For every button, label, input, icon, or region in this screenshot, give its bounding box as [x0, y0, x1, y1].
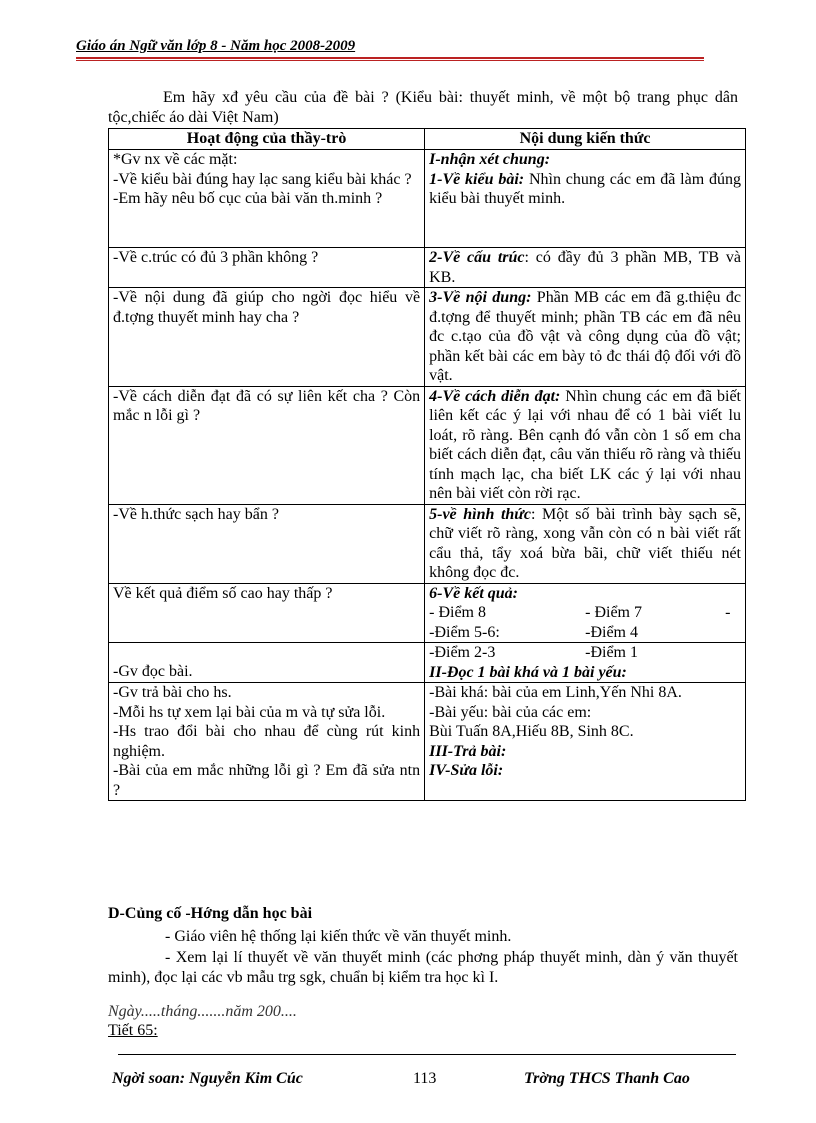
- left-cell: [109, 583, 425, 643]
- column-header-activities: Hoạt động của thầy-trò: [109, 129, 425, 150]
- section-d-line1: - Giáo viên hệ thống lại kiến thức về văn thuyết minh.: [165, 928, 512, 945]
- column-header-content: Nội dung kiến thức: [425, 129, 746, 150]
- left-line: -Về kiểu bài đúng hay lạc sang kiểu bài khác ?: [113, 170, 412, 188]
- right-cell: [425, 150, 746, 248]
- right-cell: [425, 643, 746, 683]
- footer-page-number: 113: [413, 1070, 437, 1087]
- left-line: -Bài của em mắc những lỗi gì ? Em đã sửa ntn ?: [113, 762, 421, 799]
- item-label: 6-Về kết quả:: [429, 584, 518, 602]
- left-cell: [109, 386, 425, 504]
- header-rule-thin: [76, 60, 704, 61]
- right-line: -Bài khá: bài của em Linh,Yến Nhi 8A.: [429, 684, 682, 701]
- table-row: [109, 288, 746, 387]
- left-cell: [109, 150, 425, 248]
- footer-author: Ngời soan: Nguyễn Kim Cúc: [112, 1070, 303, 1087]
- section-heading-2: II-Đọc 1 bài khá và 1 bài yếu:: [429, 663, 627, 681]
- right-cell: [425, 583, 746, 643]
- right-cell: [425, 683, 746, 801]
- left-cell: [109, 288, 425, 387]
- item-label: 3-Về nội dung:: [429, 289, 532, 306]
- lesson-number: Tiết 65:: [108, 1022, 158, 1039]
- score-cell: -Điểm 5-6:: [429, 623, 500, 641]
- right-cell: [425, 248, 746, 288]
- score-row: [429, 623, 741, 643]
- score-cell: -Điểm 1: [585, 644, 638, 661]
- table-header-row: [109, 129, 746, 150]
- left-line: *Gv nx về các mặt:: [113, 151, 238, 168]
- header-title: Giáo án Ngữ văn lớp 8 - Năm học 2008-2009: [76, 38, 356, 54]
- item-text: : có đầy đủ 3 phần MB, TB và KB.: [429, 249, 741, 286]
- right-cell: [425, 288, 746, 387]
- score-cell: - Điểm 7: [585, 604, 642, 621]
- item-label: 4-Về cách diễn đạt:: [429, 387, 561, 405]
- score-cell: -: [725, 604, 731, 621]
- item-text: : Một số bài trình bày sạch sẽ, chữ viết rõ ràng, xong vẫn còn có n bài viết rất cẩu thả, tẩy xoá bừa bãi, chữ viết thiếu nét không đọc đc.: [429, 505, 742, 581]
- left-line: -Em hãy nêu bố cục của bài văn th.minh ?: [113, 190, 383, 207]
- section-d-title: D-Củng cố -Hớng dẫn học bài: [108, 905, 313, 922]
- left-line: -Về cách diễn đạt đã có sự liên kết cha ? Còn mắc n lỗi gì ?: [113, 387, 421, 424]
- left-line: -Về c.trúc có đủ 3 phần không ?: [113, 249, 319, 266]
- left-cell: [109, 683, 425, 801]
- item-label: 5-về hình thức: [429, 505, 531, 523]
- date-line: Ngày.....tháng.......năm 200....: [108, 1003, 297, 1020]
- table-row: [109, 150, 746, 248]
- left-line: -Gv trả bài cho hs.: [113, 684, 232, 701]
- left-line: -Gv đọc bài.: [113, 663, 193, 680]
- footer-school: Trờng THCS Thanh Cao: [524, 1070, 690, 1087]
- right-cell: [425, 504, 746, 583]
- left-line: -Hs trao đổi bài cho nhau để cùng rút kinh nghiệm.: [113, 723, 421, 760]
- item-label: 1-Về kiểu bài:: [429, 170, 525, 188]
- item-text: Phần MB các em đã g.thiệu đc đ.tợng để thuyết minh; phần TB các em đã nêu đc c.tạo của đồ vật và công dụng của đồ vật; phần kết bài các em bày tỏ đc thái độ đối với đồ vật.: [429, 289, 741, 384]
- right-line: Bùi Tuấn 8A,Hiếu 8B, Sinh 8C.: [429, 723, 634, 740]
- left-line: -Về h.thức sạch hay bẩn ?: [113, 505, 279, 523]
- header-rule: [76, 57, 704, 59]
- left-cell: [109, 248, 425, 288]
- section-heading-3: III-Trả bài:: [429, 742, 507, 760]
- score-cell: - Điểm 8: [429, 604, 486, 621]
- left-line: Về kết quả điểm số cao hay thấp ?: [113, 584, 333, 602]
- section-d-line2: - Xem lại lí thuyết về văn thuyết minh (các phơng pháp thuyết minh, dàn ý văn thuyết minh), đọc lại các vb mẫu trg sgk, chuẩn bị kiểm tra học kì I.: [108, 949, 738, 986]
- item-text: Nhìn chung các em đã biết liên kết các ý lại với nhau để có 1 bài viết lu loát, rõ ràng. Bên cạnh đó vẫn còn 1 số em cha biết cách diễn đạt, câu văn thiếu rõ ràng và thiếu tính mạch lạc, cha biết LK các ý lại với nhau nên bài viết còn rời rạc.: [429, 387, 742, 502]
- right-cell: [425, 386, 746, 504]
- score-cell: -Điểm 2-3: [429, 644, 496, 661]
- table-row: [109, 683, 746, 801]
- table-row: [109, 504, 746, 583]
- left-cell: [109, 643, 425, 683]
- table-row: [109, 248, 746, 288]
- left-line: -Mỗi hs tự xem lại bài của m và tự sửa lỗi.: [113, 703, 386, 721]
- left-line: -Về nội dung đã giúp cho ngời đọc hiểu về đ.tợng thuyết minh hay cha ?: [113, 289, 421, 326]
- table-row: [109, 643, 746, 683]
- table-row: [109, 386, 746, 504]
- item-text: Nhìn chung các em đã làm đúng kiểu bài thuyết minh.: [429, 170, 742, 207]
- intro-paragraph: Em hãy xđ yêu cầu của đề bài ? (Kiểu bài: thuyết minh, về một bộ trang phục dân tộc,chiếc áo dài Việt Nam): [108, 89, 738, 126]
- item-label: 2-Về cấu trúc: [429, 249, 525, 266]
- score-cell: -Điểm 4: [585, 623, 638, 641]
- score-row: [429, 643, 741, 663]
- section-heading-1: I-nhận xét chung:: [429, 151, 551, 168]
- score-row: [429, 603, 741, 623]
- section-heading-4: IV-Sửa lỗi:: [429, 762, 504, 779]
- left-cell: [109, 504, 425, 583]
- table-row: [109, 583, 746, 643]
- footer-rule: [118, 1054, 736, 1055]
- right-line: -Bài yếu: bài của các em:: [429, 703, 592, 721]
- lesson-table: [108, 128, 746, 801]
